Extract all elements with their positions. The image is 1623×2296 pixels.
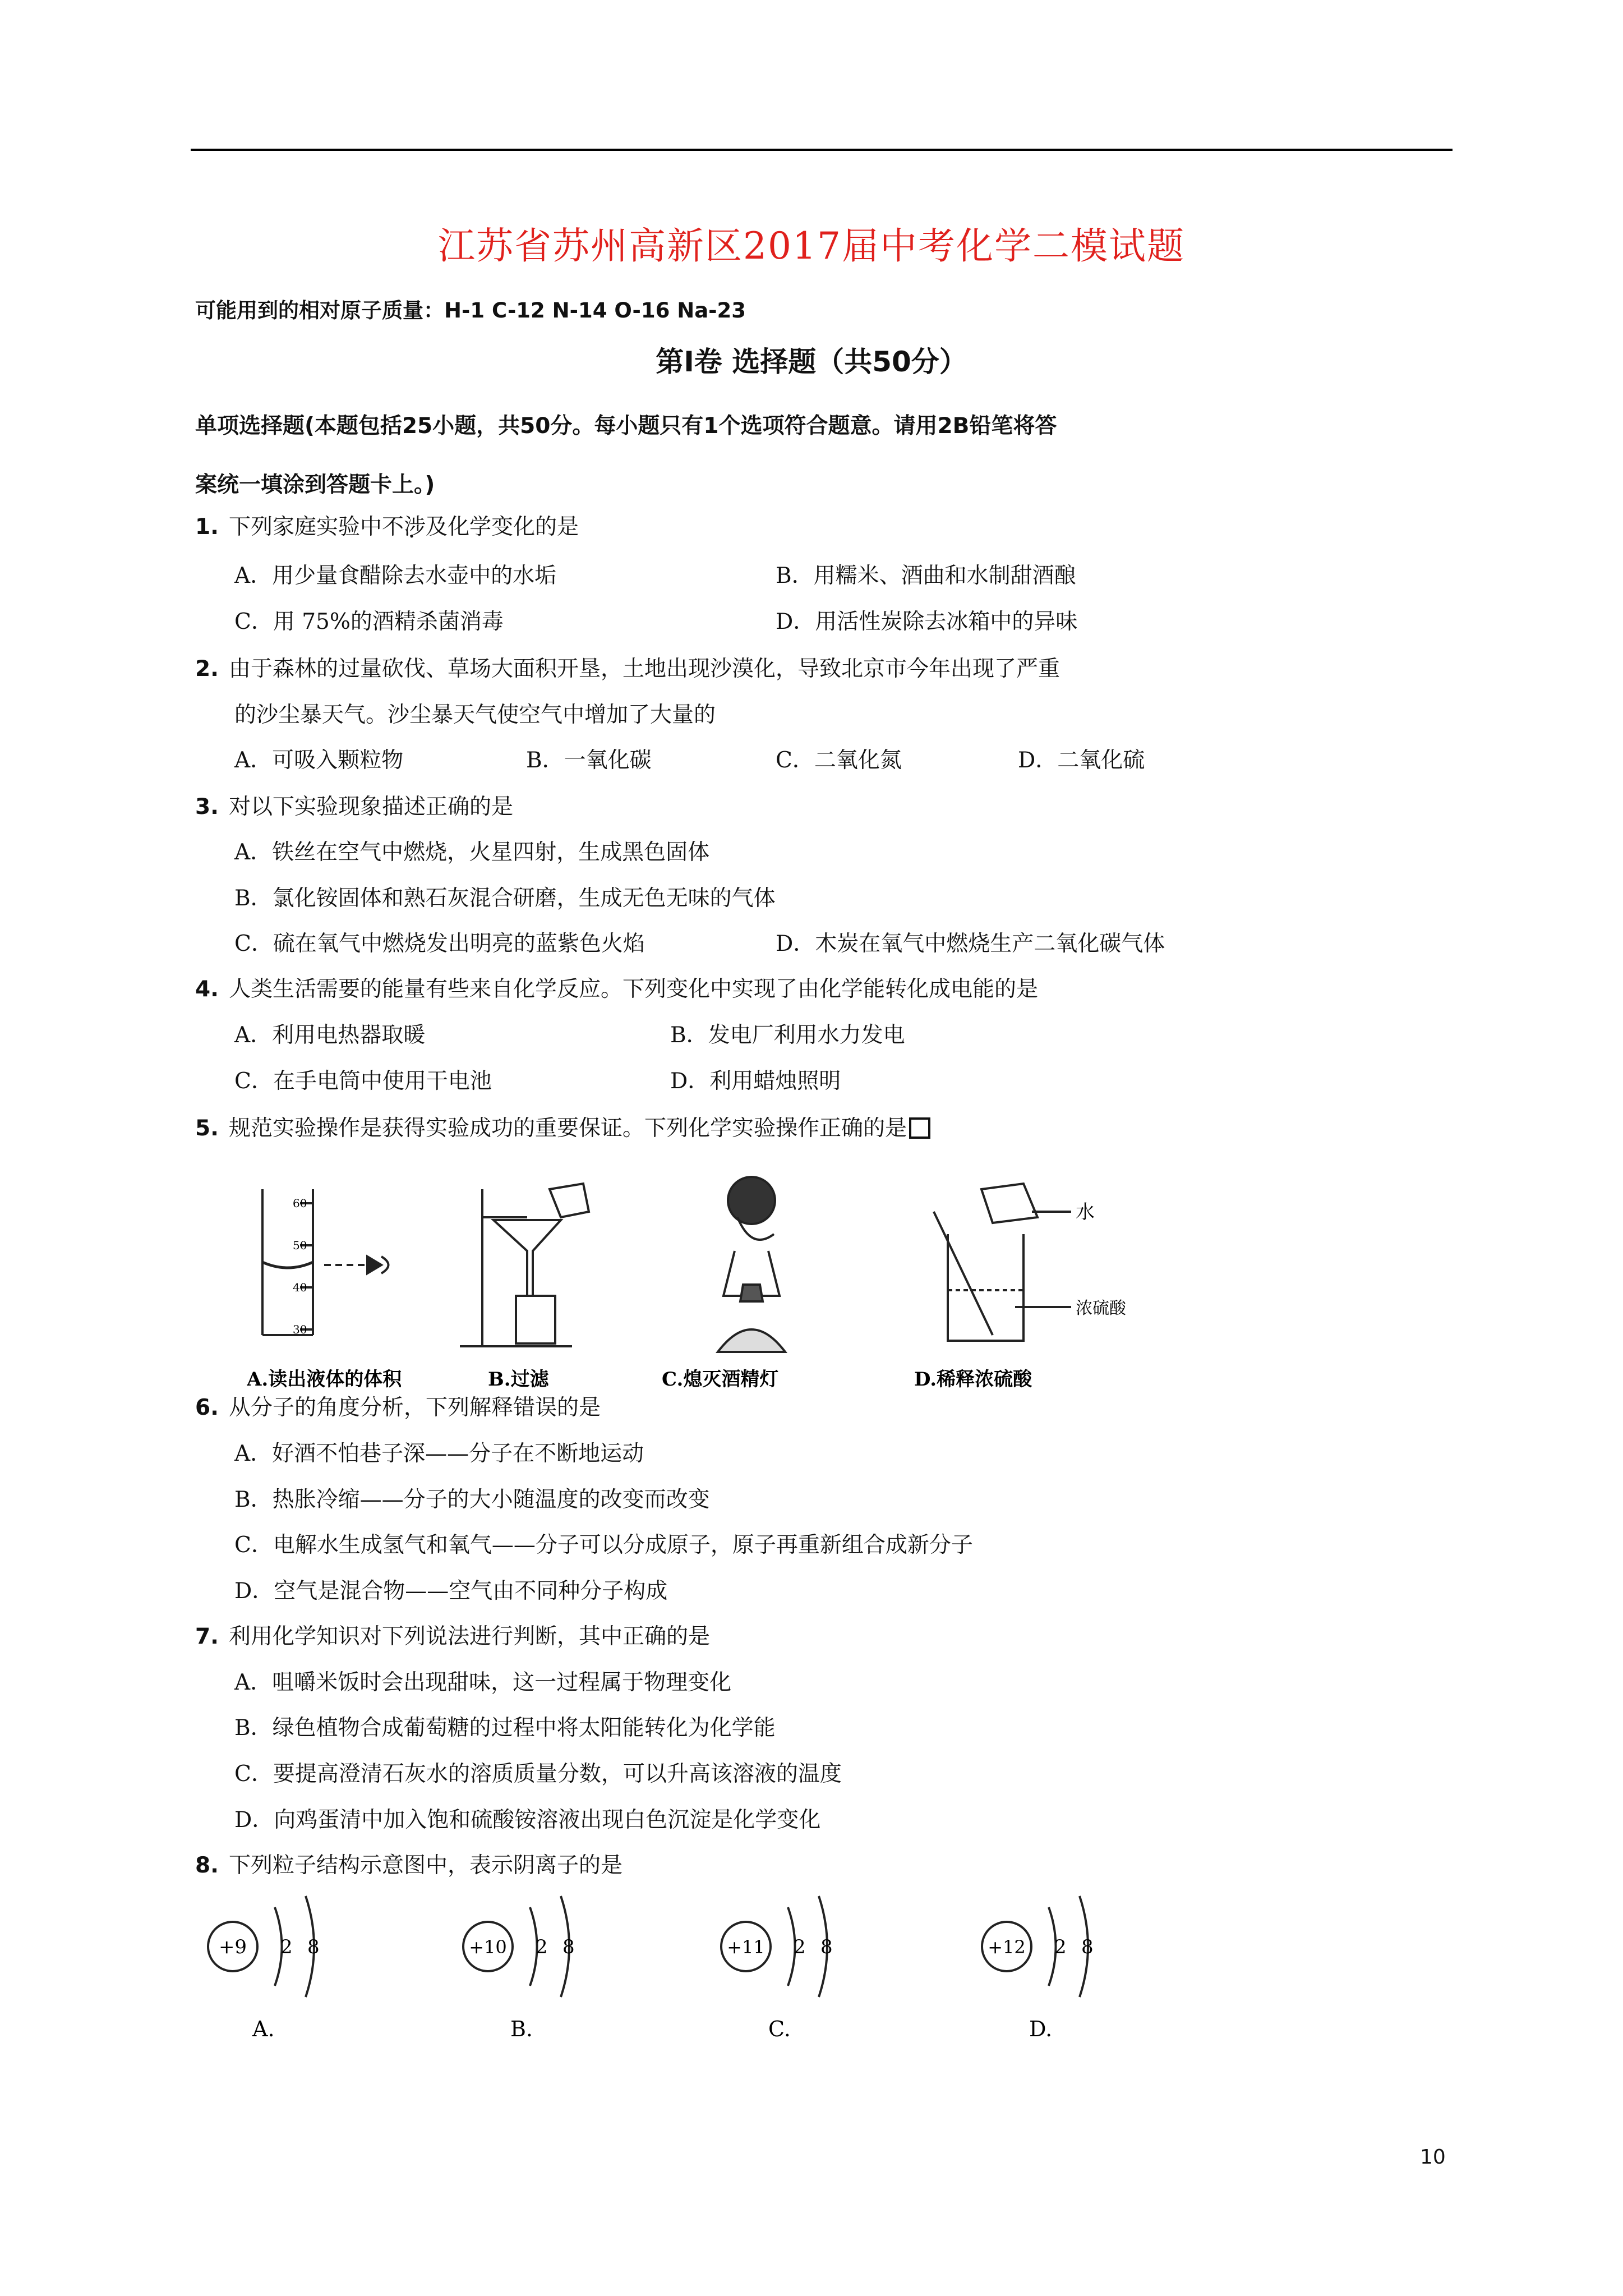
option-2c: C．二氧化氮 (776, 748, 902, 773)
option-3a: A．铁丝在空气中燃烧，火星四射，生成黑色固体 (234, 840, 710, 865)
atomic-structure-figure (202, 1890, 1155, 2053)
question-number: 1. (195, 514, 219, 540)
question-number: 8. (195, 1853, 219, 1878)
option-1d: D．用活性炭除去冰箱中的异味 (776, 609, 1078, 634)
question-3 (195, 789, 513, 821)
page-number: 10 (1420, 2146, 1446, 2169)
question-2 (195, 651, 1060, 683)
alcohol-lamp-illustration (718, 1177, 785, 1352)
caption-c: C.熄灭酒精灯 (662, 1368, 779, 1391)
option-6b: B．热胀冷缩——分子的大小随温度的改变而改变 (234, 1487, 710, 1512)
nucleus-d: +12 (988, 1936, 1026, 1958)
option-6a: A．好酒不怕巷子深——分子在不断地运动 (234, 1441, 644, 1466)
shell2-d: 8 (1081, 1936, 1094, 1958)
question-7 (195, 1619, 710, 1650)
option-6d: D．空气是混合物——空气由不同种分子构成 (234, 1579, 668, 1604)
acid-label: 浓硫酸 (1076, 1299, 1126, 1318)
question-number: 4. (195, 977, 219, 1002)
caption-b: B.过滤 (488, 1368, 549, 1391)
question-stem: 对以下实验现象描述正确的是 (228, 794, 513, 820)
label-c: C. (768, 2017, 791, 2041)
shell2-b: 8 (562, 1936, 575, 1958)
question-stem: 由于森林的过量砍伐、草场大面积开垦，土地出现沙漠化，导致北京市今年出现了严重 (228, 656, 1060, 682)
shell1-a: 2 (280, 1936, 293, 1958)
tick-50: 50 (293, 1239, 307, 1252)
lab-operations-figure (247, 1167, 1368, 1391)
question-8 (195, 1848, 623, 1879)
question-number: 3. (195, 794, 219, 820)
option-2a: A．可吸入颗粒物 (234, 748, 404, 773)
page-title: 江苏省苏州高新区2017届中考化学二模试题 (438, 224, 1185, 268)
question-number: 2. (195, 656, 219, 682)
tick-40: 40 (293, 1281, 307, 1294)
question-stem: 从分子的角度分析，下列解释错误的是 (228, 1395, 601, 1420)
atomic-mass-line: 可能用到的相对原子质量：H-1 C-12 N-14 O-16 Na-23 (195, 298, 746, 323)
shell1-b: 2 (536, 1936, 548, 1958)
filtration-illustration (460, 1184, 589, 1346)
question-number: 6. (195, 1395, 219, 1420)
question-4 (195, 972, 1038, 1003)
option-7a: A．咀嚼米饭时会出现甜味，这一过程属于物理变化 (234, 1670, 732, 1695)
option-7c: C．要提高澄清石灰水的溶质质量分数，可以升高该溶液的温度 (234, 1761, 842, 1787)
section-title: 第I卷 选择题（共50分） (656, 346, 967, 378)
header-rule (191, 149, 1453, 151)
option-1a: A．用少量食醋除去水壶中的水垢 (234, 563, 557, 588)
option-4c: C．在手电筒中使用干电池 (234, 1069, 492, 1094)
option-3d: D．木炭在氧气中燃烧生产二氧化碳气体 (776, 931, 1165, 956)
shell1-d: 2 (1054, 1936, 1067, 1958)
instruction-line-1: 单项选择题(本题包括25小题，共50分。每小题只有1个选项符合题意。请用2B铅笔将答 (195, 413, 1057, 439)
question-1 (195, 509, 579, 541)
option-3b: B．氯化铵固体和熟石灰混合研磨，生成无色无味的气体 (234, 886, 776, 911)
question-number: 5. (195, 1116, 219, 1141)
shell2-c: 8 (820, 1936, 833, 1958)
question-stem: 人类生活需要的能量有些来自化学反应。下列变化中实现了由化学能转化成电能的是 (228, 977, 1038, 1002)
nucleus-b: +10 (469, 1936, 507, 1958)
emphasis-dots: 不涉及 (381, 514, 448, 540)
question-6 (195, 1390, 601, 1421)
instruction-line-2: 案统一填涂到答题卡上。) (195, 472, 435, 498)
tick-60: 60 (293, 1197, 307, 1210)
option-1b: B．用糯米、酒曲和水制甜酒酿 (776, 563, 1076, 588)
option-7d: D．向鸡蛋清中加入饱和硫酸铵溶液出现白色沉淀是化学变化 (234, 1807, 821, 1833)
nucleus-c: +11 (727, 1936, 765, 1958)
nucleus-a: +9 (218, 1936, 247, 1958)
option-2d: D．二氧化硫 (1018, 748, 1145, 773)
question-stem: 利用化学知识对下列说法进行判断，其中正确的是 (228, 1624, 710, 1649)
question-stem: 规范实验操作是获得实验成功的重要保证。下列化学实验操作正确的是 (228, 1116, 907, 1141)
option-2b: B．一氧化碳 (526, 748, 652, 773)
question-stem: 下列粒子结构示意图中，表示阴离子的是 (228, 1853, 623, 1878)
label-b: B. (510, 2017, 533, 2041)
option-4b: B．发电厂利用水力发电 (670, 1023, 905, 1048)
option-1c: C．用 75%的酒精杀菌消毒 (234, 609, 504, 634)
label-a: A. (252, 2017, 275, 2041)
graduated-cylinder-illustration (262, 1189, 389, 1335)
label-d: D. (1029, 2017, 1053, 2041)
question-stem-end: 化学变化的是 (447, 514, 579, 540)
shell1-c: 2 (794, 1936, 806, 1958)
caption-d: D.稀释浓硫酸 (914, 1368, 1032, 1391)
option-4a: A．利用电热器取暖 (234, 1023, 426, 1048)
option-6c: C．电解水生成氢气和氧气——分子可以分成原子，原子再重新组合成新分子 (234, 1533, 973, 1558)
question-5 (195, 1111, 930, 1142)
option-3c: C．硫在氧气中燃烧发出明亮的蓝紫色火焰 (234, 931, 645, 956)
question-number: 7. (195, 1624, 219, 1649)
dilution-illustration (934, 1184, 1071, 1341)
caption-a: A.读出液体的体积 (247, 1368, 402, 1391)
answer-box (909, 1117, 930, 1139)
question-2-stem-cont: 的沙尘暴天气。沙尘暴天气使空气中增加了大量的 (234, 702, 716, 728)
option-4d: D．利用蜡烛照明 (670, 1069, 841, 1094)
question-stem: 下列家庭实验中 (228, 514, 382, 540)
option-7b: B．绿色植物合成葡萄糖的过程中将太阳能转化为化学能 (234, 1715, 776, 1741)
water-label: 水 (1076, 1201, 1095, 1223)
shell2-a: 8 (307, 1936, 320, 1958)
tick-30: 30 (293, 1323, 307, 1336)
